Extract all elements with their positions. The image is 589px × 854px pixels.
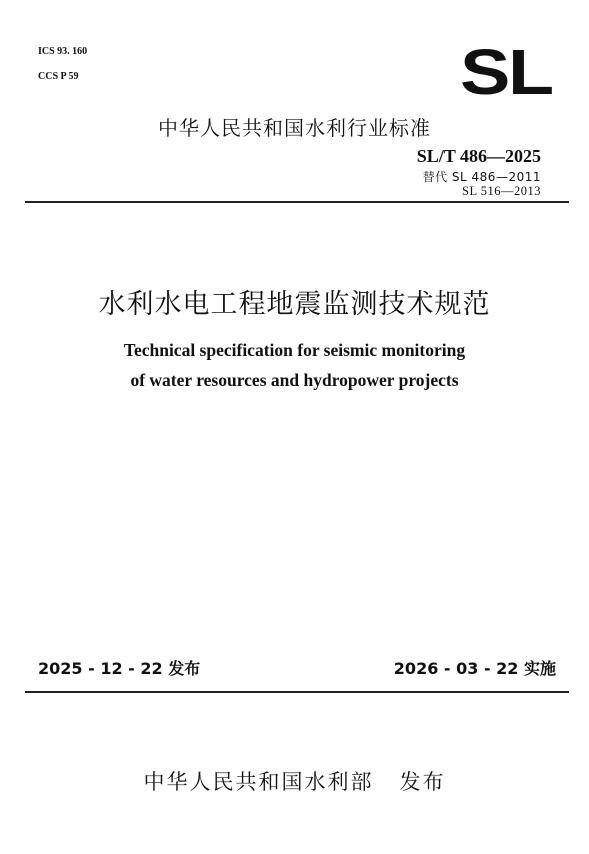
sl-logo: SL bbox=[460, 36, 552, 108]
standard-category: 中华人民共和国水利行业标准 bbox=[158, 116, 431, 140]
issue-date: 2025 - 12 - 22 发布 bbox=[38, 659, 201, 678]
replaces-line-1: 替代 SL 486—2011 bbox=[422, 170, 541, 184]
bottom-divider bbox=[25, 691, 569, 693]
title-english-line-2: of water resources and hydropower projects bbox=[130, 370, 459, 390]
publisher: 中华人民共和国水利部 发布 bbox=[143, 770, 446, 794]
ccs-code: CCS P 59 bbox=[38, 71, 79, 82]
replaces-line-2: SL 516—2013 bbox=[462, 184, 541, 198]
ics-code: ICS 93. 160 bbox=[38, 46, 88, 57]
standard-number: SL/T 486—2025 bbox=[416, 146, 541, 166]
top-divider bbox=[25, 201, 569, 203]
implementation-date: 2026 - 03 - 22 实施 bbox=[393, 659, 556, 678]
title-english-line-1: Technical specification for seismic monitoring bbox=[123, 340, 466, 360]
title-chinese: 水利水电工程地震监测技术规范 bbox=[98, 289, 491, 320]
